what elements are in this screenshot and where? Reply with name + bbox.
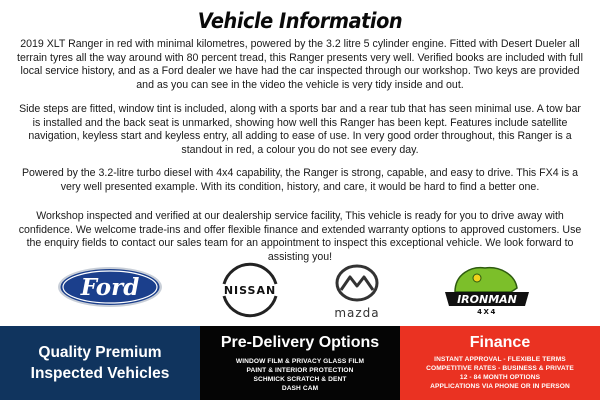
nissan-logo-bottom-arc bbox=[224, 296, 276, 316]
mazda-logo-wings bbox=[341, 277, 373, 290]
page-title: Vehicle Information bbox=[197, 9, 403, 33]
pre-delivery-item: DASH CAM bbox=[281, 385, 319, 392]
finance-item: COMPETITIVE RATES - BUSINESS & PRIVATE bbox=[426, 365, 574, 372]
pre-delivery-title: Pre-Delivery Options bbox=[220, 334, 380, 351]
finance-panel bbox=[400, 326, 600, 400]
description-paragraph-1: 2019 XLT Ranger in red with minimal kilometres, powered by the 3.2 litre 5 cylinder engine. Fitted with Desert Dueler all terrain tyres all the way around with 80 percent tread, this Ranger presents very well. Verified books are included with full local service history, and as a Ford dealer we have had the car inspected through our workshop. Two keys are provided and as you can see in the video the vehicle is very tidy inside and out. bbox=[17, 38, 583, 91]
ironman-logo-eye bbox=[473, 274, 481, 282]
finance-item: APPLICATIONS VIA PHONE OR IN PERSON bbox=[430, 383, 570, 390]
ironman-logo bbox=[441, 262, 533, 316]
nissan-logo bbox=[214, 260, 286, 318]
pre-delivery-item: PAINT & INTERIOR PROTECTION bbox=[246, 367, 354, 374]
description-paragraph-3: Powered by the 3.2-litre turbo diesel with 4x4 capability, the Ranger is strong, capable, and easy to drive. This FX4 is a very well presented example. With its condition, history, and care, it would be hard to find a better one. bbox=[21, 167, 579, 193]
brand-logos bbox=[0, 258, 600, 322]
ironman-logo-subtext: 4X4 bbox=[477, 308, 497, 316]
finance-title: Finance bbox=[469, 334, 531, 351]
ford-logo bbox=[57, 266, 163, 308]
pre-delivery-item: WINDOW FILM & PRIVACY GLASS FILM bbox=[235, 358, 365, 365]
quality-panel bbox=[0, 326, 200, 400]
ford-logo-text: Ford bbox=[80, 274, 140, 301]
mazda-logo bbox=[326, 262, 388, 320]
footer-banner bbox=[0, 326, 600, 400]
pre-delivery-item: SCHMICK SCRATCH & DENT bbox=[253, 376, 347, 383]
ironman-logo-mascot bbox=[455, 268, 517, 292]
quality-line-1: Quality Premium bbox=[38, 344, 162, 361]
nissan-logo-top-arc bbox=[224, 264, 276, 284]
finance-item: INSTANT APPROVAL - FLEXIBLE TERMS bbox=[434, 356, 566, 363]
nissan-logo-text: NISSAN bbox=[223, 284, 277, 297]
quality-line-2: Inspected Vehicles bbox=[30, 365, 170, 382]
description-paragraph-2: Side steps are fitted, window tint is included, along with a sports bar and a rear tub that has seen minimal use. A tow bar is installed and the back seat is unmarked, showing how well this Ranger has been kept. Features include satellite navigation, keyless start and keyless entry, all adding to ease of use. In very good order throughout, this Ranger is a standout in red, a colour you do not see every day. bbox=[19, 103, 581, 156]
mazda-logo-text: mazda bbox=[334, 306, 380, 320]
ironman-logo-text: IRONMAN bbox=[457, 293, 517, 306]
finance-item: 12 - 84 MONTH OPTIONS bbox=[459, 374, 541, 381]
pre-delivery-panel bbox=[200, 326, 400, 400]
description-paragraph-4: Workshop inspected and verified at our dealership service facility, This vehicle is ready for you to drive away with confidence. We welcome trade-ins and offer flexible finance and extended warranty options to approved customers. Use the enquiry fields to contact our sales team for an appointment to inspect this exceptional vehicle. We look forward to assisting you! bbox=[18, 210, 582, 263]
mazda-logo-oval bbox=[337, 266, 377, 300]
